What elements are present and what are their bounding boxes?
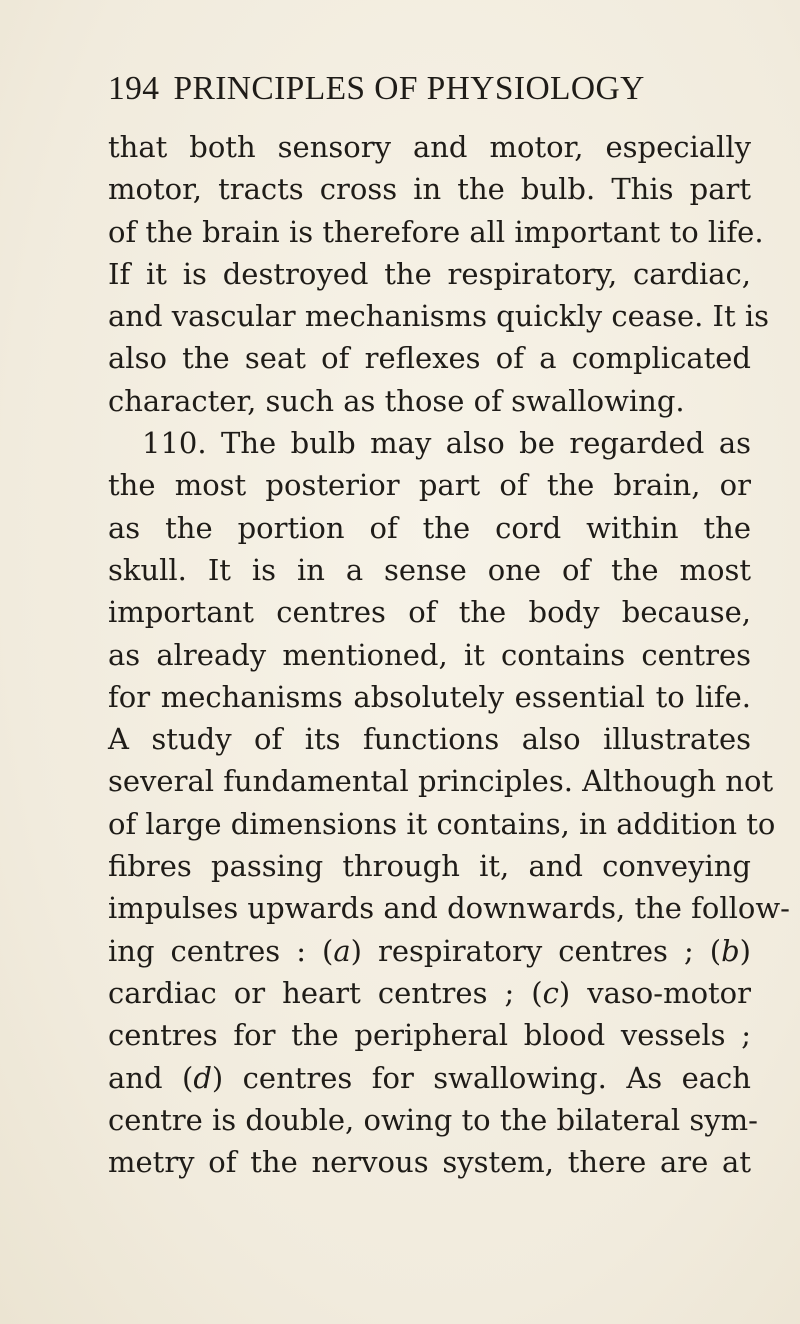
text-line: important centres of the body because, [108, 595, 751, 630]
text-line: also the seat of reflexes of a complicated [108, 341, 751, 376]
text-line: impulses upwards and downwards, the follow- [108, 891, 790, 926]
text-fragment: centres for swallowing. As each [242, 1060, 751, 1095]
text-line: and vascular mechanisms quickly cease. It is [108, 299, 770, 334]
text-line: If it is destroyed the respiratory, cardiac, [108, 256, 751, 291]
text-fragment: cardiac or heart centres ; [108, 975, 515, 1010]
text-line: metry of the nervous system, there are at [108, 1145, 751, 1180]
text-fragment: ing centres : [108, 933, 306, 968]
paragraph-110-start: 110. The bulb may also be regarded as [142, 426, 751, 461]
text-line-enumeration-ab: ing centres : (a) respiratory centres ; (b) [108, 933, 751, 968]
text-line: motor, tracts cross in the bulb. This part [108, 172, 751, 207]
text-fragment: respiratory centres ; [377, 933, 694, 968]
text-line: of the brain is therefore all important to life. [108, 214, 764, 249]
text-fragment: and [108, 1060, 163, 1095]
text-line: of large dimensions it contains, in addition to [108, 806, 776, 841]
enum-marker: b [721, 933, 740, 968]
enum-marker: d [193, 1060, 212, 1095]
text-line: several fundamental principles. Although not [108, 764, 774, 799]
text-line: centres for the peripheral blood vessels ; [108, 1018, 751, 1053]
text-line-enumeration-c: cardiac or heart centres ; (c) vaso-motor [108, 975, 751, 1010]
text-line: the most posterior part of the brain, or [108, 468, 751, 503]
text-line: A study of its functions also illustrates [108, 722, 751, 757]
page-number: 194 [108, 70, 160, 107]
enum-marker: a [333, 933, 351, 968]
text-line: centre is double, owing to the bilateral sym- [108, 1102, 758, 1137]
text-line: skull. It is in a sense one of the most [108, 552, 751, 587]
text-line: that both sensory and motor, especially [108, 130, 751, 164]
text-line: fibres passing through it, and conveying [108, 849, 751, 884]
running-head [108, 70, 748, 108]
running-title: PRINCIPLES OF PHYSIOLOGY [173, 70, 645, 107]
text-line-enumeration-d: and (d) centres for swallowing. As each [108, 1060, 751, 1095]
text-fragment: vaso-motor [587, 975, 751, 1010]
text-line: character, such as those of swallowing. [108, 383, 685, 418]
text-line: as the portion of the cord within the [108, 510, 751, 545]
text-line: for mechanisms absolutely essential to life. [108, 679, 751, 714]
enum-marker: c [542, 975, 559, 1010]
body-text [108, 126, 790, 1183]
text-line: as already mentioned, it contains centres [108, 637, 751, 672]
